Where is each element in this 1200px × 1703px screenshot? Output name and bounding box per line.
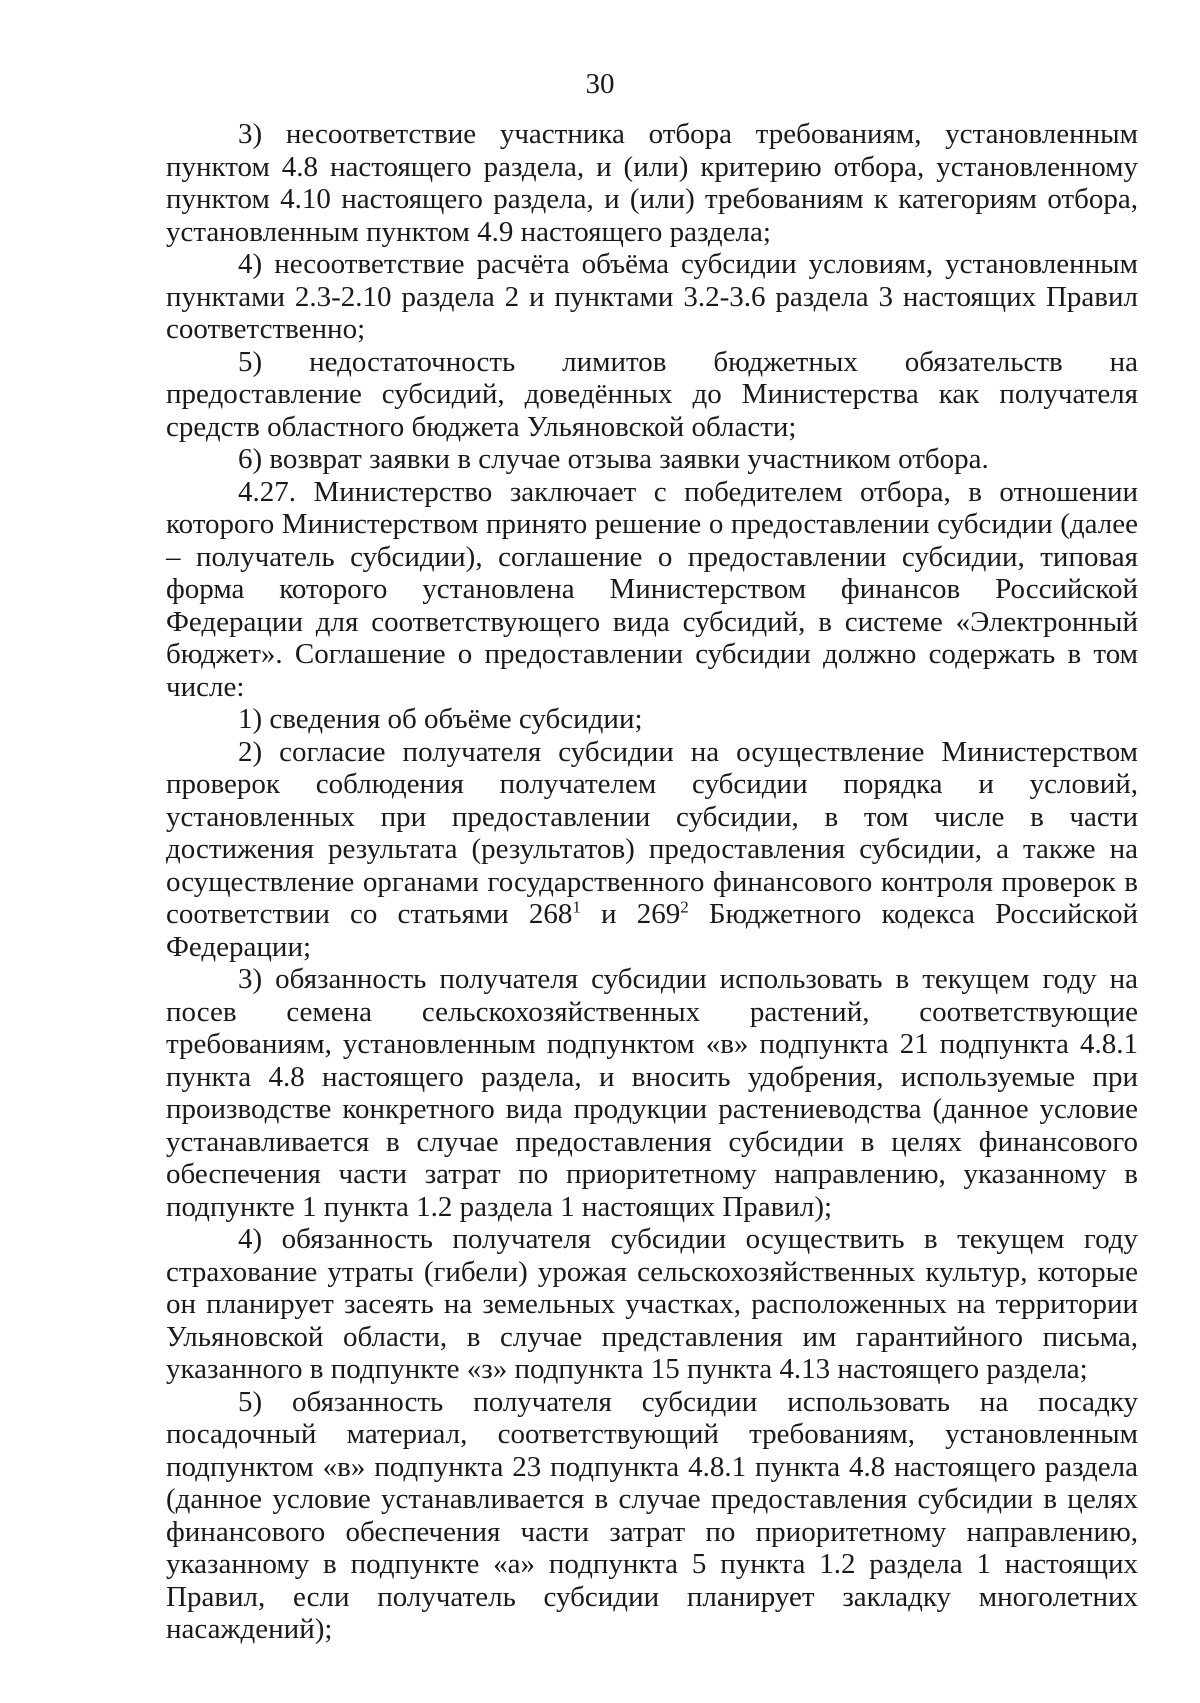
paragraph: 5) недостаточность лимитов бюджетных обязательств на предоставление субсидий, доведённых до Министерства как получателя средств областного бюджета Ульяновской области;	[166, 345, 1138, 443]
superscript: 1	[572, 897, 581, 917]
paragraph: 3) несоответствие участника отбора требованиям, установленным пунктом 4.8 настоящего раздела, и (или) критерию отбора, установленному пунктом 4.10 настоящего раздела, и (или) требованиям к категориям отбора, установленным пунктом 4.9 настоящего раздела;	[166, 118, 1138, 248]
paragraph-text: Бюджетного кодекса Российской Федерации;	[166, 898, 1138, 963]
paragraph: 4) обязанность получателя субсидии осуществить в текущем году страхование утраты (гибели) урожая сельскохозяйственных культур, которые он планирует засеять на земельных участках, расположенных на территории Ульяновской области, в случае представления им гарантийного письма, указанного в подпункте «з» подпункта 15 пункта 4.13 настоящего раздела;	[166, 1223, 1138, 1385]
paragraph: 4.27. Министерство заключает с победителем отбора, в отношении которого Министерством принято решение о предоставлении субсидии (далее – получатель субсидии), соглашение о предоставлении субсидии, типовая форма которого установлена Министерством финансов Российской Федерации для соответствующего вида субсидий, в системе «Электронный бюджет». Соглашение о предоставлении субсидии должно содержать в том числе:	[166, 475, 1138, 703]
paragraph-text: и 269	[580, 898, 681, 930]
superscript: 2	[680, 897, 689, 917]
paragraph: 5) обязанность получателя субсидии использовать на посадку посадочный материал, соответствующий требованиям, установленным подпунктом «в» подпункта 23 подпункта 4.8.1 пункта 4.8 настоящего раздела (данное условие устанавливается в случае предоставления субсидии в целях финансового обеспечения части затрат по приоритетному направлению, указанному в подпункте «а» подпункта 5 пункта 1.2 раздела 1 настоящих Правил, если получатель субсидии планирует закладку многолетних насаждений);	[166, 1385, 1138, 1645]
paragraph: 3) обязанность получателя субсидии использовать в текущем году на посев семена сельскохозяйственных растений, соответствующие требованиям, установленным подпунктом «в» подпункта 21 подпункта 4.8.1 пункта 4.8 настоящего раздела, и вносить удобрения, используемые при производстве конкретного вида продукции растениеводства (данное условие устанавливается в случае предоставления субсидии в целях финансового обеспечения части затрат по приоритетному направлению, указанному в подпункте 1 пункта 1.2 раздела 1 настоящих Правил);	[166, 963, 1138, 1223]
paragraph: 1) сведения об объёме субсидии;	[238, 703, 643, 735]
document-body	[166, 118, 1138, 1646]
page-number: 30	[585, 68, 615, 100]
paragraph	[166, 736, 1138, 964]
paragraph-text: 2) согласие получателя субсидии на осуществление Министерством проверок соблюдения получателем субсидии порядка и условий, установленных при предоставлении субсидии, в том числе в части достижения результата (результатов) предоставления субсидии, а также на осуществление органами государственного финансового контроля проверок в соответствии со статьями 268	[166, 735, 1138, 930]
paragraph: 6) возврат заявки в случае отзыва заявки участником отбора.	[238, 443, 989, 475]
paragraph: 4) несоответствие расчёта объёма субсидии условиям, установленным пунктами 2.3-2.10 раздела 2 и пунктами 3.2-3.6 раздела 3 настоящих Правил соответственно;	[166, 248, 1138, 345]
